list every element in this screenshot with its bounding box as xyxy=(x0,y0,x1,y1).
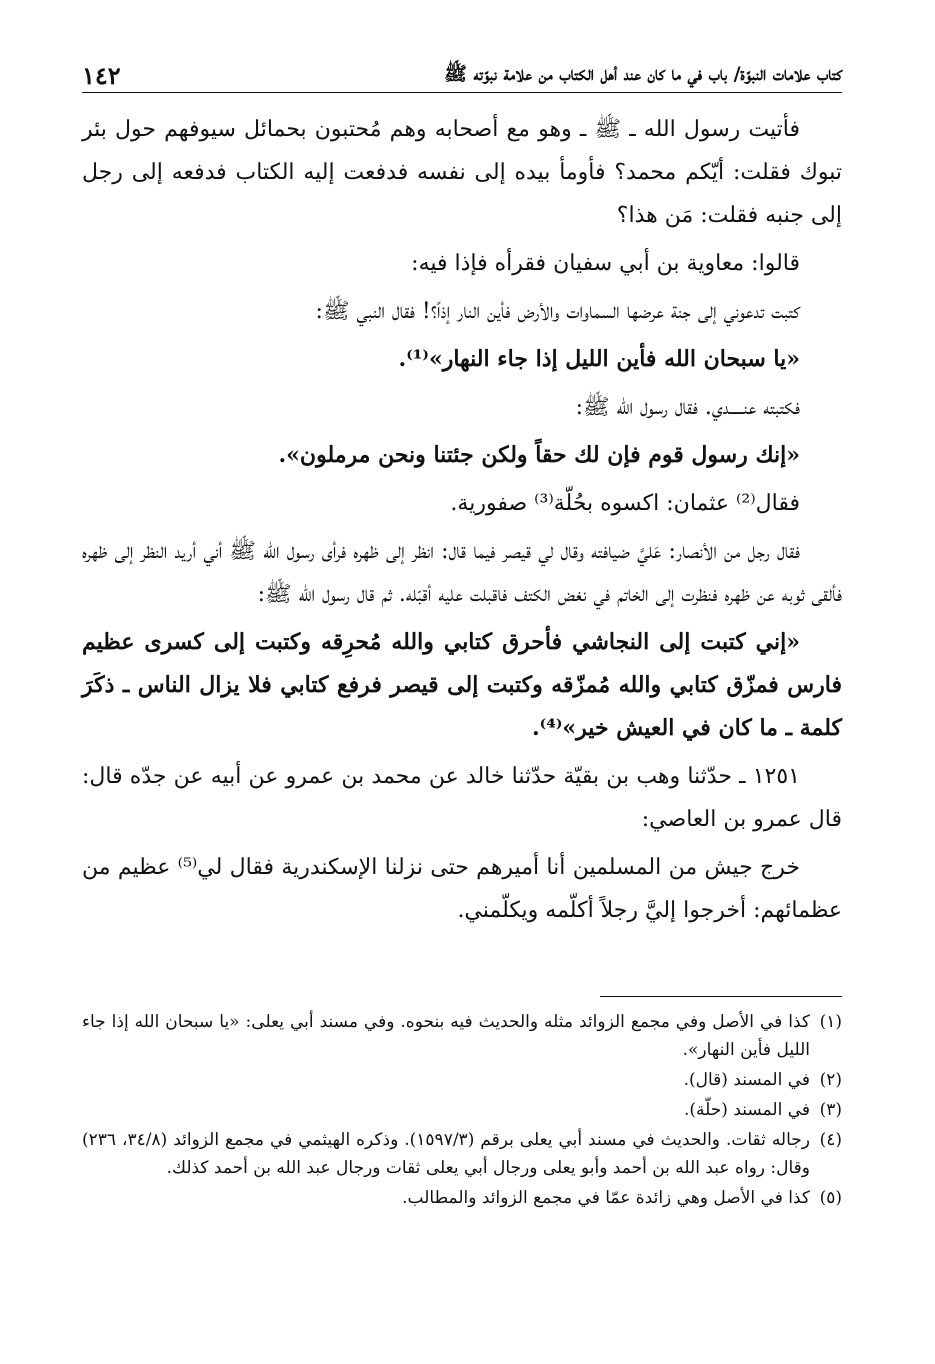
body-paragraph: قالوا: معاوية بن أبي سفيان فقرأه فإذا فيه: xyxy=(411,251,800,276)
body-paragraph: فقال⁽²⁾ عثمان: اكسوه بحُلّة⁽³⁾ صفورية. xyxy=(450,491,800,516)
footnote-number: (٥) xyxy=(819,1188,842,1208)
footnote-number: (٣) xyxy=(819,1100,842,1120)
footnote-number: (٤) xyxy=(819,1130,843,1150)
footnote-text: في المسند (حلّة). xyxy=(684,1100,810,1120)
header-title: كتاب علامات النبوّة/ باب في ما كان عند أهل الكتاب من علامة نبوّته ﷺ xyxy=(443,63,842,85)
body-paragraph: كتبت تدعوني إلى جنة عرضها السماوات والأرض فأين النار إذاً؟! فقال النبي ﷺ: xyxy=(315,299,800,324)
footnote xyxy=(82,1008,842,1064)
body-paragraph: فأتيت رسول الله ـ ﷺ ـ وهو مع أصحابه وهم مُحتبون بحمائل سيوفهم حول بئر تبوك فقلت: أيّكم محمد؟ فأومأ بيده إلى نفسه فدفعت إليه الكتاب فدفعه إلى رجل إلى جنبه فقلت: مَن هذا؟ xyxy=(82,117,842,228)
body-paragraph: فكتبته عنـــــدي. فقال رسول الله ﷺ: xyxy=(575,395,800,420)
body-paragraph: فقال رجل من الأنصار: عَليَّ ضيافته وقال لي قيصر فيما قال: انظر إلى ظهره فرأى رسول الله ﷺ أني أريد النظر إلى ظهره فألقى ثوبه عن ظهره فنظرت إلى الخاتم في نغض الكتف فاقبلت عليه أقبّله. ثم قال رسول الله ﷺ: xyxy=(82,539,842,607)
footnote-text: كذا في الأصل وهي زائدة عمّا في مجمع الزوائد والمطالب. xyxy=(402,1188,810,1208)
footnote-text: في المسند (قال). xyxy=(683,1070,810,1090)
footnote-number: (١) xyxy=(819,1012,842,1032)
page-number: ١٤٢ xyxy=(82,61,121,90)
body-paragraph: خرج جيش من المسلمين أنا أميرهم حتى نزلنا الإسكندرية فقال لي⁽⁵⁾ عظيم من عظمائهم: أخرجوا إليَّ رجلاً أكلّمه ويكلّمني. xyxy=(82,855,842,923)
footnote-number: (٢) xyxy=(819,1070,842,1090)
footnote xyxy=(82,1096,842,1124)
footnote xyxy=(82,1066,842,1094)
footnote xyxy=(82,1184,842,1212)
main-text xyxy=(82,108,842,937)
body-paragraph: «إني كتبت إلى النجاشي فأحرق كتابي والله مُحرِقه وكتبت إلى كسرى عظيم فارس فمزّق كتابي والله مُمزّقه وكتبت إلى قيصر فرفع كتابي فلا يزال الناس ـ ذكَرَ كلمة ـ ما كان في العيش خير»⁽⁴⁾. xyxy=(82,629,842,741)
header-rule xyxy=(82,92,842,93)
footnotes xyxy=(82,1008,842,1214)
footnote-text: كذا في الأصل وفي مجمع الزوائد مثله والحديث فيه بنحوه. وفي مسند أبي يعلى: «يا سبحان الله إذا جاء الليل فأين النهار». xyxy=(82,1012,810,1060)
footnote xyxy=(82,1126,842,1182)
body-paragraph: «يا سبحان الله فأين الليل إذا جاء النهار»⁽¹⁾. xyxy=(398,346,800,372)
footnote-text: رجاله ثقات. والحديث في مسند أبي يعلى برقم (١٥٩٧/٣). وذكره الهيثمي في مجمع الزوائد (٣٤/٨، ٢٣٦) وقال: رواه عبد الله بن أحمد وأبو يعلى ورجال أبي يعلى ثقات ورجال عبد الله بن أحمد كذلك. xyxy=(82,1130,811,1178)
running-header xyxy=(82,50,842,90)
body-paragraph: ١٢٥١ ـ حدّثنا وهب بن بقيّة حدّثنا خالد عن محمد بن عمرو عن أبيه عن جدّه قال: قال عمرو بن العاصي: xyxy=(82,764,842,832)
body-paragraph: «إنك رسول قوم فإن لك حقاً ولكن جئتنا ونحن مرملون». xyxy=(278,442,800,468)
footnote-separator xyxy=(600,996,842,997)
